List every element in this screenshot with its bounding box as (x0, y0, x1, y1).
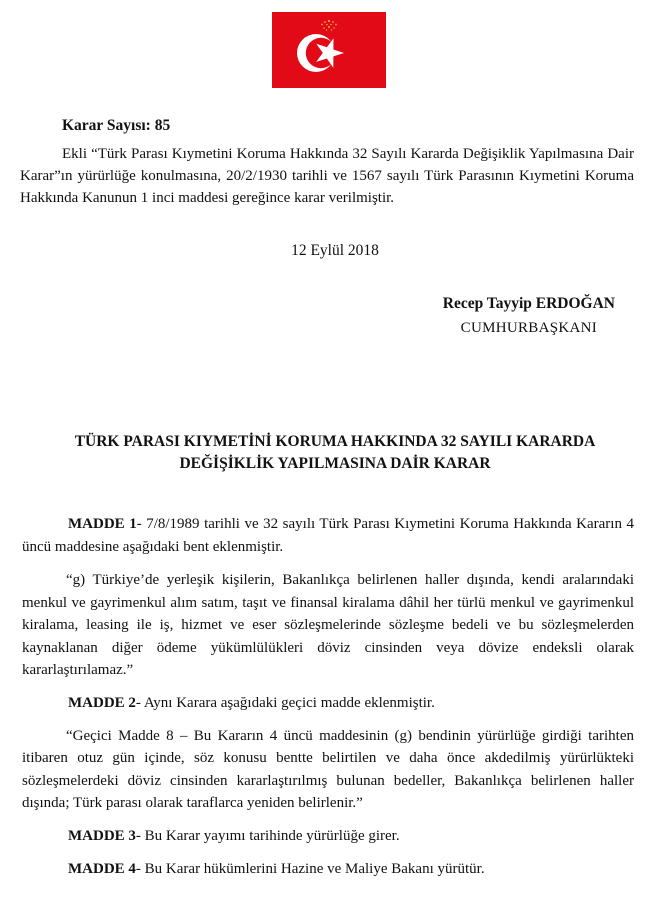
decree-title-line-2: DEĞİŞİKLİK YAPILMASINA DAİR KARAR (179, 455, 491, 472)
signatory-name: Recep Tayyip ERDOĞAN (442, 295, 615, 312)
article-text: - Bu Karar hükümlerini Hazine ve Maliye Bakanı yürütür. (135, 860, 485, 877)
article-4 (22, 858, 634, 881)
article-text: - 7/8/1989 tarihli ve 32 sayılı Türk Parası Kıymetini Koruma Hakkında Kararın 4 üncü maddesine aşağıdaki bent eklenmiştir. (22, 516, 634, 555)
article-label: MADDE 1 (68, 516, 137, 532)
signatory-block (443, 292, 615, 340)
decree-title-line-1: TÜRK PARASI KIYMETİNİ KORUMA HAKKINDA 32 SAYILI KARARDA (74, 433, 596, 450)
article-3 (22, 825, 634, 848)
decision-date: 12 Eylül 2018 (291, 242, 379, 259)
crescent-star-icon (272, 12, 386, 88)
article-1-quoted-clause: “g) Türkiye’de yerleşik kişilerin, Bakanlıkça belirlenen haller dışında, kendi aralarındaki menkul ve gayrimenkul alım satım, taşıt ve finansal kiralama dâhil her türlü menkul ve gayrimenkul kiralama, leasing ile iş, hizmet ve eser sözleşmelerinde sözleşme bedeli ve bu sözleşmelerden kaynaklanan diğer ödeme yükümlülükleri döviz cinsinden veya dövize endeksli olarak kararlaştırılamaz.” (22, 572, 634, 678)
turkish-flag-emblem (272, 12, 386, 88)
intro-paragraph: Ekli “Türk Parası Kıymetini Koruma Hakkında 32 Sayılı Kararda Değişiklik Yapılmasına Dair Karar”ın yürürlüğe konulmasına, 20/2/1930 tarihli ve 1567 sayılı Türk Parasının Kıymetini Koruma Hakkında Kanunun 1 inci maddesi gereğince karar verilmiştir. (20, 146, 634, 206)
article-label: MADDE 4 (68, 860, 136, 877)
article-text: - Aynı Karara aşağıdaki geçici madde eklenmiştir. (135, 694, 435, 711)
article-2 (22, 692, 634, 715)
article-text: - Bu Karar yayımı tarihinde yürürlüğe girer. (135, 827, 400, 844)
signatory-title: CUMHURBAŞKANI (460, 320, 598, 336)
article-label: MADDE 2 (68, 694, 136, 711)
decree-title (0, 431, 670, 475)
article-label: MADDE 3 (68, 827, 136, 844)
decision-number: Karar Sayısı: 85 (62, 117, 171, 134)
article-2-quoted-clause: “Geçici Madde 8 – Bu Kararın 4 üncü maddesinin (g) bendinin yürürlüğe girdiği tarihten itibaren otuz gün içinde, söz konusu bentte belirtilen ve daha önce akdedilmiş yürürlükteki sözleşmelerdeki döviz cinsinden kararlaştırılmış bulunan bedeller, Bakanlıkça belirlenen haller dışında; Türk parası olarak taraflarca yeniden belirlenir.” (22, 727, 634, 811)
article-1 (22, 513, 634, 559)
decree-body (22, 513, 634, 881)
